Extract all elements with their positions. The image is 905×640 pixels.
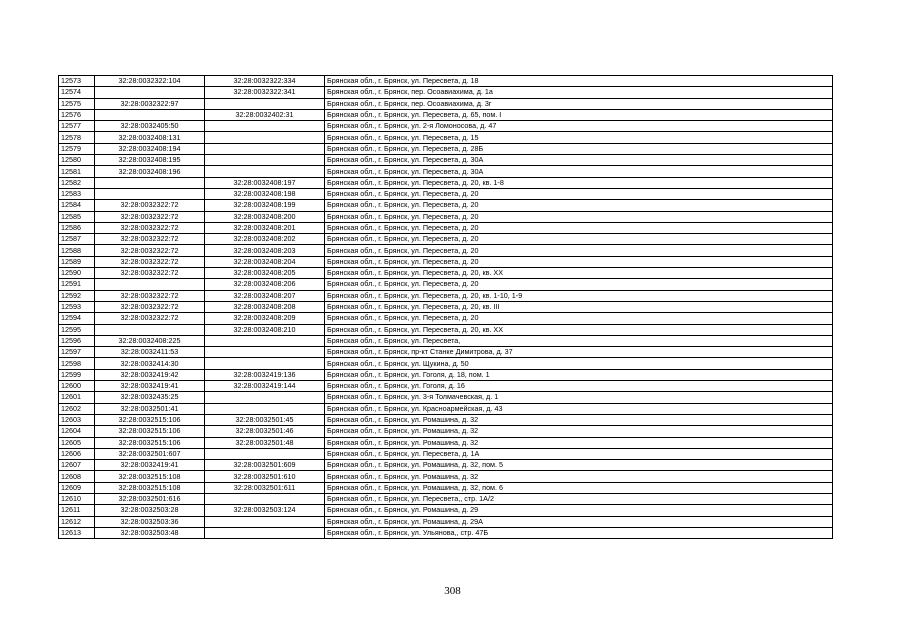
address-cell: Брянская обл., г. Брянск, ул. Ромашина, д. 32 — [325, 437, 833, 448]
building-cadastral-number-cell: 32:28:0032419:136 — [205, 369, 325, 380]
row-number-cell: 12598 — [59, 358, 95, 369]
parcel-cadastral-number-cell: 32:28:0032322:72 — [95, 313, 205, 324]
building-cadastral-number-cell: 32:28:0032501:610 — [205, 471, 325, 482]
table-row — [59, 335, 833, 346]
table-row — [59, 268, 833, 279]
parcel-cadastral-number-cell: 32:28:0032419:41 — [95, 381, 205, 392]
row-number-cell: 12589 — [59, 256, 95, 267]
table-row — [59, 493, 833, 504]
table-row — [59, 516, 833, 527]
address-cell: Брянская обл., г. Брянск, ул. Ульянова,, стр. 47Б — [325, 527, 833, 538]
table-row — [59, 256, 833, 267]
table-row — [59, 505, 833, 516]
building-cadastral-number-cell: 32:28:0032408:204 — [205, 256, 325, 267]
row-number-cell: 12578 — [59, 132, 95, 143]
address-cell: Брянская обл., г. Брянск, ул. Ромашина, д. 32 — [325, 426, 833, 437]
parcel-cadastral-number-cell: 32:28:0032322:97 — [95, 98, 205, 109]
row-number-cell: 12587 — [59, 234, 95, 245]
address-cell: Брянская обл., г. Брянск, ул. Пересвета, д. 20, кв. XX — [325, 324, 833, 335]
parcel-cadastral-number-cell: 32:28:0032322:104 — [95, 76, 205, 87]
parcel-cadastral-number-cell: 32:28:0032419:42 — [95, 369, 205, 380]
address-cell: Брянская обл., г. Брянск, ул. Гоголя, д. 16 — [325, 381, 833, 392]
address-cell: Брянская обл., г. Брянск, ул. Ромашина, д. 32, пом. 5 — [325, 460, 833, 471]
row-number-cell: 12580 — [59, 155, 95, 166]
row-number-cell: 12585 — [59, 211, 95, 222]
row-number-cell: 12593 — [59, 301, 95, 312]
table-row — [59, 87, 833, 98]
row-number-cell: 12573 — [59, 76, 95, 87]
parcel-cadastral-number-cell: 32:28:0032322:72 — [95, 200, 205, 211]
parcel-cadastral-number-cell: 32:28:0032405:50 — [95, 121, 205, 132]
parcel-cadastral-number-cell: 32:28:0032501:607 — [95, 448, 205, 459]
row-number-cell: 12591 — [59, 279, 95, 290]
parcel-cadastral-number-cell: 32:28:0032322:72 — [95, 256, 205, 267]
building-cadastral-number-cell — [205, 335, 325, 346]
row-number-cell: 12604 — [59, 426, 95, 437]
building-cadastral-number-cell: 32:28:0032501:46 — [205, 426, 325, 437]
building-cadastral-number-cell: 32:28:0032408:208 — [205, 301, 325, 312]
parcel-cadastral-number-cell: 32:28:0032515:106 — [95, 414, 205, 425]
row-number-cell: 12584 — [59, 200, 95, 211]
address-cell: Брянская обл., г. Брянск, ул. 3-я Толмачевская, д. 1 — [325, 392, 833, 403]
building-cadastral-number-cell — [205, 143, 325, 154]
row-number-cell: 12588 — [59, 245, 95, 256]
table-row — [59, 188, 833, 199]
row-number-cell: 12592 — [59, 290, 95, 301]
table-row — [59, 414, 833, 425]
address-cell: Брянская обл., г. Брянск, ул. Пересвета, д. 20, кв. 1-10, 1-9 — [325, 290, 833, 301]
row-number-cell: 12612 — [59, 516, 95, 527]
table-row — [59, 324, 833, 335]
parcel-cadastral-number-cell: 32:28:0032322:72 — [95, 301, 205, 312]
parcel-cadastral-number-cell: 32:28:0032503:48 — [95, 527, 205, 538]
row-number-cell: 12609 — [59, 482, 95, 493]
row-number-cell: 12583 — [59, 188, 95, 199]
row-number-cell: 12603 — [59, 414, 95, 425]
parcel-cadastral-number-cell: 32:28:0032408:225 — [95, 335, 205, 346]
parcel-cadastral-number-cell: 32:28:0032435:25 — [95, 392, 205, 403]
parcel-cadastral-number-cell: 32:28:0032501:41 — [95, 403, 205, 414]
address-cell: Брянская обл., г. Брянск, ул. Пересвета, д. 1А — [325, 448, 833, 459]
table-row — [59, 313, 833, 324]
page-number: 308 — [444, 585, 461, 597]
row-number-cell: 12582 — [59, 177, 95, 188]
address-cell: Брянская обл., г. Брянск, ул. Красноармейская, д. 43 — [325, 403, 833, 414]
row-number-cell: 12605 — [59, 437, 95, 448]
table-row — [59, 437, 833, 448]
address-cell: Брянская обл., г. Брянск, ул. Пересвета, д. 65, пом. I — [325, 109, 833, 120]
table-row — [59, 369, 833, 380]
table-row — [59, 143, 833, 154]
parcel-cadastral-number-cell: 32:28:0032408:131 — [95, 132, 205, 143]
parcel-cadastral-number-cell: 32:28:0032515:108 — [95, 471, 205, 482]
row-number-cell: 12576 — [59, 109, 95, 120]
building-cadastral-number-cell: 32:28:0032408:203 — [205, 245, 325, 256]
address-cell: Брянская обл., г. Брянск, ул. Пересвета, д. 20 — [325, 222, 833, 233]
address-cell: Брянская обл., г. Брянск, ул. Пересвета, д. 20 — [325, 279, 833, 290]
parcel-cadastral-number-cell: 32:28:0032408:195 — [95, 155, 205, 166]
address-cell: Брянская обл., г. Брянск, ул. Ромашина, д. 29 — [325, 505, 833, 516]
row-number-cell: 12574 — [59, 87, 95, 98]
table-row — [59, 482, 833, 493]
address-cell: Брянская обл., г. Брянск, ул. Пересвета, д. 20 — [325, 313, 833, 324]
building-cadastral-number-cell: 32:28:0032408:198 — [205, 188, 325, 199]
row-number-cell: 12595 — [59, 324, 95, 335]
parcel-cadastral-number-cell: 32:28:0032408:196 — [95, 166, 205, 177]
table-row — [59, 358, 833, 369]
building-cadastral-number-cell: 32:28:0032322:341 — [205, 87, 325, 98]
row-number-cell: 12606 — [59, 448, 95, 459]
address-cell: Брянская обл., г. Брянск, ул. Ромашина, д. 32 — [325, 471, 833, 482]
parcel-cadastral-number-cell: 32:28:0032419:41 — [95, 460, 205, 471]
registry-table-body — [59, 76, 833, 539]
address-cell: Брянская обл., г. Брянск, ул. Пересвета, д. 20 — [325, 211, 833, 222]
row-number-cell: 12610 — [59, 493, 95, 504]
address-cell: Брянская обл., г. Брянск, ул. Ромашина, д. 32 — [325, 414, 833, 425]
building-cadastral-number-cell — [205, 347, 325, 358]
table-row — [59, 109, 833, 120]
parcel-cadastral-number-cell: 32:28:0032515:108 — [95, 482, 205, 493]
table-row — [59, 166, 833, 177]
address-cell: Брянская обл., г. Брянск, ул. Пересвета, д. 20, кв. XX — [325, 268, 833, 279]
building-cadastral-number-cell: 32:28:0032408:199 — [205, 200, 325, 211]
address-cell: Брянская обл., г. Брянск, ул. Пересвета, д. 20 — [325, 245, 833, 256]
row-number-cell: 12577 — [59, 121, 95, 132]
building-cadastral-number-cell — [205, 98, 325, 109]
table-row — [59, 200, 833, 211]
parcel-cadastral-number-cell: 32:28:0032515:106 — [95, 426, 205, 437]
building-cadastral-number-cell — [205, 155, 325, 166]
parcel-cadastral-number-cell — [95, 177, 205, 188]
row-number-cell: 12607 — [59, 460, 95, 471]
table-row — [59, 234, 833, 245]
parcel-cadastral-number-cell: 32:28:0032503:36 — [95, 516, 205, 527]
address-cell: Брянская обл., г. Брянск, ул. Пересвета, д. 20 — [325, 234, 833, 245]
property-registry-table — [58, 75, 833, 539]
table-row — [59, 392, 833, 403]
building-cadastral-number-cell: 32:28:0032408:205 — [205, 268, 325, 279]
parcel-cadastral-number-cell: 32:28:0032322:72 — [95, 234, 205, 245]
address-cell: Брянская обл., г. Брянск, ул. Пересвета, д. 30А — [325, 166, 833, 177]
building-cadastral-number-cell: 32:28:0032419:144 — [205, 381, 325, 392]
table-row — [59, 279, 833, 290]
table-row — [59, 211, 833, 222]
address-cell: Брянская обл., г. Брянск, ул. Пересвета, д. 18 — [325, 76, 833, 87]
table-row — [59, 471, 833, 482]
building-cadastral-number-cell: 32:28:0032408:207 — [205, 290, 325, 301]
building-cadastral-number-cell — [205, 392, 325, 403]
address-cell: Брянская обл., г. Брянск, ул. Пересвета, д. 28Б — [325, 143, 833, 154]
row-number-cell: 12581 — [59, 166, 95, 177]
parcel-cadastral-number-cell: 32:28:0032414:30 — [95, 358, 205, 369]
table-row — [59, 155, 833, 166]
parcel-cadastral-number-cell — [95, 324, 205, 335]
table-row — [59, 381, 833, 392]
table-row — [59, 403, 833, 414]
parcel-cadastral-number-cell: 32:28:0032322:72 — [95, 290, 205, 301]
building-cadastral-number-cell — [205, 121, 325, 132]
address-cell: Брянская обл., г. Брянск, пер. Осоавиахима, д. 1а — [325, 87, 833, 98]
address-cell: Брянская обл., г. Брянск, ул. Пересвета, — [325, 335, 833, 346]
building-cadastral-number-cell — [205, 527, 325, 538]
table-row — [59, 290, 833, 301]
parcel-cadastral-number-cell — [95, 109, 205, 120]
address-cell: Брянская обл., г. Брянск, ул. Пересвета, д. 15 — [325, 132, 833, 143]
building-cadastral-number-cell: 32:28:0032408:209 — [205, 313, 325, 324]
row-number-cell: 12579 — [59, 143, 95, 154]
table-row — [59, 177, 833, 188]
table-row — [59, 301, 833, 312]
row-number-cell: 12586 — [59, 222, 95, 233]
building-cadastral-number-cell: 32:28:0032501:609 — [205, 460, 325, 471]
building-cadastral-number-cell: 32:28:0032322:334 — [205, 76, 325, 87]
building-cadastral-number-cell — [205, 358, 325, 369]
row-number-cell: 12590 — [59, 268, 95, 279]
row-number-cell: 12599 — [59, 369, 95, 380]
building-cadastral-number-cell: 32:28:0032408:197 — [205, 177, 325, 188]
building-cadastral-number-cell: 32:28:0032503:124 — [205, 505, 325, 516]
row-number-cell: 12600 — [59, 381, 95, 392]
row-number-cell: 12602 — [59, 403, 95, 414]
address-cell: Брянская обл., г. Брянск, ул. Пересвета, д. 20, кв. 1-8 — [325, 177, 833, 188]
address-cell: Брянская обл., г. Брянск, ул. Пересвета, д. 20 — [325, 188, 833, 199]
parcel-cadastral-number-cell: 32:28:0032322:72 — [95, 245, 205, 256]
building-cadastral-number-cell — [205, 448, 325, 459]
row-number-cell: 12575 — [59, 98, 95, 109]
parcel-cadastral-number-cell — [95, 87, 205, 98]
parcel-cadastral-number-cell: 32:28:0032408:194 — [95, 143, 205, 154]
building-cadastral-number-cell — [205, 403, 325, 414]
parcel-cadastral-number-cell: 32:28:0032501:616 — [95, 493, 205, 504]
building-cadastral-number-cell: 32:28:0032408:200 — [205, 211, 325, 222]
table-row — [59, 76, 833, 87]
building-cadastral-number-cell: 32:28:0032408:201 — [205, 222, 325, 233]
building-cadastral-number-cell: 32:28:0032408:210 — [205, 324, 325, 335]
table-row — [59, 98, 833, 109]
building-cadastral-number-cell — [205, 516, 325, 527]
address-cell: Брянская обл., г. Брянск, ул. Пересвета, д. 20 — [325, 256, 833, 267]
building-cadastral-number-cell: 32:28:0032501:45 — [205, 414, 325, 425]
parcel-cadastral-number-cell: 32:28:0032322:72 — [95, 268, 205, 279]
building-cadastral-number-cell: 32:28:0032402:31 — [205, 109, 325, 120]
parcel-cadastral-number-cell — [95, 188, 205, 199]
row-number-cell: 12608 — [59, 471, 95, 482]
table-row — [59, 347, 833, 358]
address-cell: Брянская обл., г. Брянск, ул. Ромашина, д. 29А — [325, 516, 833, 527]
address-cell: Брянская обл., г. Брянск, пр-кт Станке Димитрова, д. 37 — [325, 347, 833, 358]
row-number-cell: 12613 — [59, 527, 95, 538]
table-row — [59, 426, 833, 437]
building-cadastral-number-cell: 32:28:0032501:48 — [205, 437, 325, 448]
building-cadastral-number-cell: 32:28:0032408:206 — [205, 279, 325, 290]
parcel-cadastral-number-cell: 32:28:0032503:28 — [95, 505, 205, 516]
address-cell: Брянская обл., г. Брянск, ул. Пересвета, д. 30А — [325, 155, 833, 166]
building-cadastral-number-cell: 32:28:0032408:202 — [205, 234, 325, 245]
address-cell: Брянская обл., г. Брянск, ул. Пересвета,, стр. 1А/2 — [325, 493, 833, 504]
building-cadastral-number-cell — [205, 493, 325, 504]
address-cell: Брянская обл., г. Брянск, ул. Ромашина, д. 32, пом. 6 — [325, 482, 833, 493]
parcel-cadastral-number-cell — [95, 279, 205, 290]
table-row — [59, 132, 833, 143]
row-number-cell: 12601 — [59, 392, 95, 403]
address-cell: Брянская обл., г. Брянск, ул. Гоголя, д. 18, пом. 1 — [325, 369, 833, 380]
table-row — [59, 245, 833, 256]
table-row — [59, 527, 833, 538]
row-number-cell: 12594 — [59, 313, 95, 324]
table-row — [59, 121, 833, 132]
parcel-cadastral-number-cell: 32:28:0032515:106 — [95, 437, 205, 448]
row-number-cell: 12596 — [59, 335, 95, 346]
building-cadastral-number-cell — [205, 166, 325, 177]
parcel-cadastral-number-cell: 32:28:0032411:53 — [95, 347, 205, 358]
table-row — [59, 222, 833, 233]
table-row — [59, 460, 833, 471]
address-cell: Брянская обл., г. Брянск, пер. Осоавиахима, д. 3г — [325, 98, 833, 109]
parcel-cadastral-number-cell: 32:28:0032322:72 — [95, 211, 205, 222]
row-number-cell: 12597 — [59, 347, 95, 358]
address-cell: Брянская обл., г. Брянск, ул. Пересвета, д. 20, кв. III — [325, 301, 833, 312]
row-number-cell: 12611 — [59, 505, 95, 516]
address-cell: Брянская обл., г. Брянск, ул. Пересвета, д. 20 — [325, 200, 833, 211]
building-cadastral-number-cell — [205, 132, 325, 143]
table-row — [59, 448, 833, 459]
building-cadastral-number-cell: 32:28:0032501:611 — [205, 482, 325, 493]
parcel-cadastral-number-cell: 32:28:0032322:72 — [95, 222, 205, 233]
address-cell: Брянская обл., г. Брянск, ул. Щукина, д. 50 — [325, 358, 833, 369]
address-cell: Брянская обл., г. Брянск, ул. 2-я Ломоносова, д. 47 — [325, 121, 833, 132]
